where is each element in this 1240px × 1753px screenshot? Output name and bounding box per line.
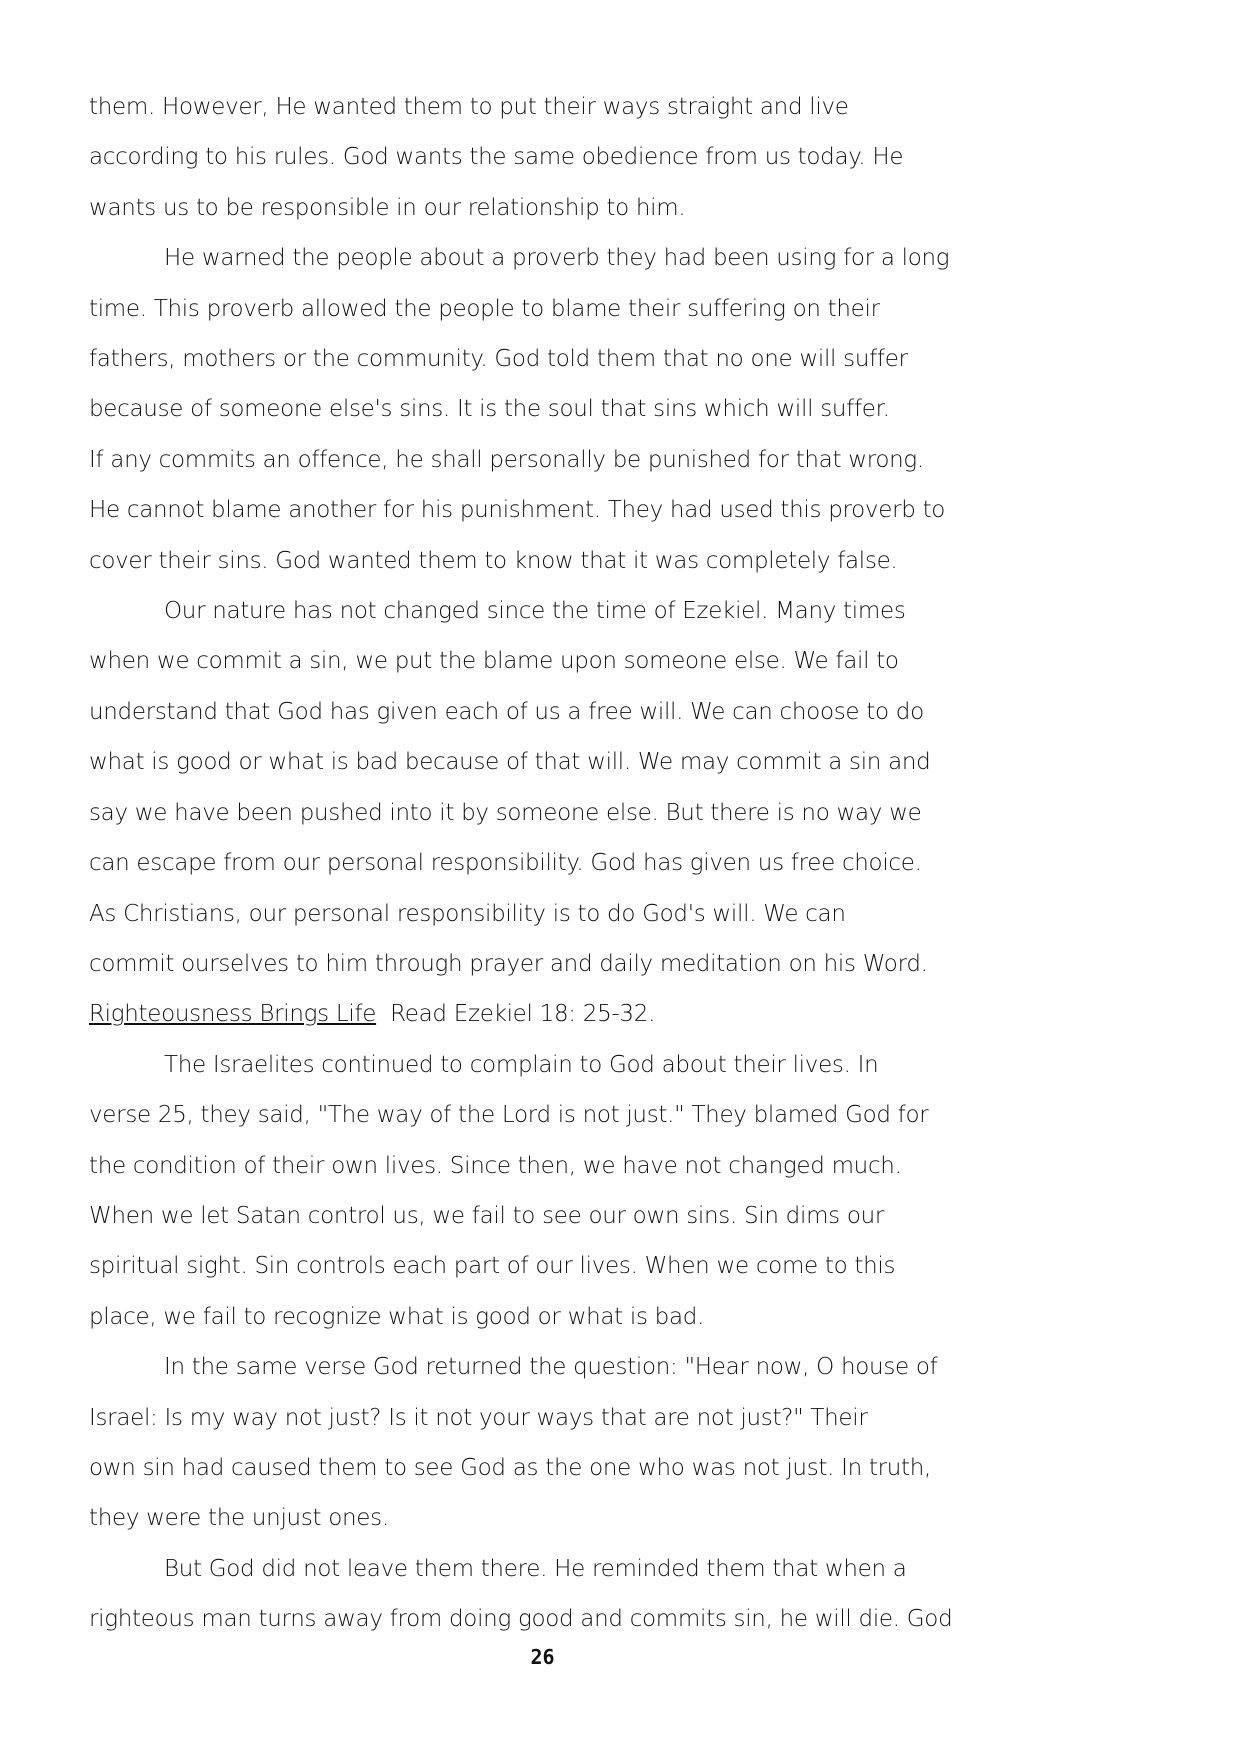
text-line: When we let Satan control us, we fail to see our own sins. Sin dims our <box>89 1202 885 1229</box>
document-body <box>89 82 1089 1645</box>
text-line: own sin had caused them to see God as the one who was not just. In truth, <box>89 1454 932 1481</box>
text-line: they were the unjust ones. <box>89 1505 389 1532</box>
page-number: 26 <box>530 1645 555 1669</box>
text-line: Our nature has not changed since the time of Ezekiel. Many times <box>164 598 906 625</box>
text-line: understand that God has given each of us a free will. We can choose to do <box>89 698 924 725</box>
section-heading: Righteousness Brings Life <box>89 1001 377 1028</box>
text-line: what is good or what is bad because of that will. We may commit a sin and <box>89 749 931 776</box>
text-line: But God did not leave them there. He reminded them that when a <box>164 1555 907 1582</box>
text-line: The Israelites continued to complain to God about their lives. In <box>164 1051 879 1078</box>
section-heading-line <box>89 989 1089 1039</box>
text-line: commit ourselves to him through prayer and daily meditation on his Word. <box>89 950 928 977</box>
text-line: In the same verse God returned the question: "Hear now, O house of <box>164 1354 938 1381</box>
text-line: the condition of their own lives. Since then, we have not changed much. <box>89 1152 902 1179</box>
text-line: verse 25, they said, "The way of the Lord is not just." They blamed God for <box>89 1102 929 1129</box>
text-line: them. However, He wanted them to put their ways straight and live <box>89 94 849 120</box>
text-line: can escape from our personal responsibility. God has given us free choice. <box>89 850 922 877</box>
text-line: according to his rules. God wants the same obedience from us today. He <box>89 144 904 171</box>
text-line: spiritual sight. Sin controls each part of our lives. When we come to this <box>89 1253 896 1280</box>
text-line: time. This proverb allowed the people to blame their suffering on their <box>89 295 880 322</box>
text-line: fathers, mothers or the community. God told them that no one will suffer <box>89 346 908 373</box>
text-line: As Christians, our personal responsibility is to do God's will. We can <box>89 900 846 927</box>
text-line: He cannot blame another for his punishment. They had used this proverb to <box>89 497 946 524</box>
text-line: cover their sins. God wanted them to know that it was completely false. <box>89 547 898 574</box>
text-line: If any commits an offence, he shall personally be punished for that wrong. <box>89 446 924 473</box>
text-line: righteous man turns away from doing good and commits sin, he will die. God <box>89 1606 953 1633</box>
text-line: say we have been pushed into it by someone else. But there is no way we <box>89 799 922 826</box>
text-line: He warned the people about a proverb they had been using for a long <box>164 245 950 272</box>
text-line: wants us to be responsible in our relationship to him. <box>89 194 686 221</box>
text-line: because of someone else's sins. It is the soul that sins which will suffer. <box>89 396 890 423</box>
scripture-reference: Read Ezekiel 18: 25-32. <box>376 1001 656 1028</box>
text-line: Israel: Is my way not just? Is it not your ways that are not just?" Their <box>89 1404 868 1431</box>
text-line: when we commit a sin, we put the blame upon someone else. We fail to <box>89 648 899 675</box>
text-line: place, we fail to recognize what is good or what is bad. <box>89 1303 705 1330</box>
